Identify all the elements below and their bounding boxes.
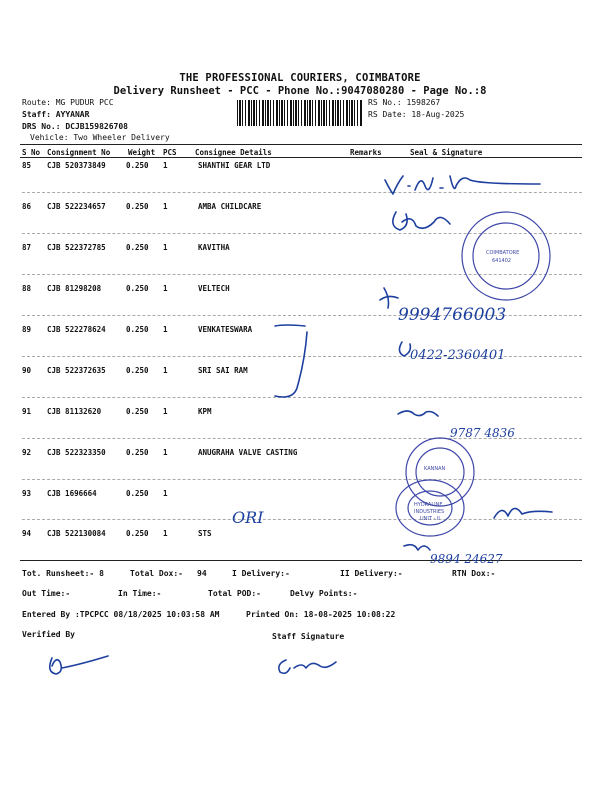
row-pcs: 1: [163, 489, 168, 498]
row-weight: 0.250: [126, 366, 149, 375]
handwritten-phone-94: 9894 24627: [430, 552, 503, 566]
row-weight: 0.250: [126, 448, 149, 457]
svg-text:HYDRALINE: HYDRALINE: [414, 502, 443, 508]
row-weight: 0.250: [126, 161, 149, 170]
rs-number: RS No.: 1598267: [368, 98, 441, 107]
handwritten-phone-92: 9787 4836: [450, 426, 515, 440]
staff-label: Staff: AYYANAR: [22, 110, 90, 119]
row-weight: 0.250: [126, 407, 149, 416]
row-sno: 86: [22, 202, 32, 211]
row-consignee: KPM: [198, 407, 212, 416]
signature-row94: [404, 545, 430, 550]
total-dox-label: Total Dox:-: [130, 569, 183, 578]
row-sno: 93: [22, 489, 32, 498]
in-time-label: In Time:-: [118, 589, 162, 598]
row-consignment: CJB 520373849: [47, 161, 106, 170]
col-remarks-header: Remarks: [350, 148, 382, 157]
stamp-group: [396, 212, 550, 536]
svg-text:641402: 641402: [492, 258, 512, 264]
row-consignee: STS: [198, 529, 212, 538]
row-weight: 0.250: [126, 489, 149, 498]
handwritten-phone-89: 0422-2360401: [410, 348, 506, 363]
total-pod-label: Total POD:-: [208, 589, 261, 598]
row-consignment: CJB 522130084: [47, 529, 106, 538]
row-consignee: SHANTHI GEAR LTD: [198, 161, 271, 170]
drs-number: DRS No.: DCJB159826708: [22, 122, 128, 131]
ii-delivery-label: II Delivery:-: [340, 569, 403, 578]
document-subtitle: Delivery Runsheet - PCC - Phone No.:9047080280 - Page No.:8: [113, 85, 487, 97]
row-consignment: CJB 522323350: [47, 448, 106, 457]
total-runsheet: Tot. Runsheet:- 8: [22, 569, 104, 578]
staff-signature-mark: [279, 660, 336, 673]
col-consignment-header: Consignment No: [47, 148, 111, 157]
i-delivery-label: I Delivery:-: [232, 569, 290, 578]
stamp-lettering: [414, 250, 519, 522]
out-time-label: Out Time:-: [22, 589, 71, 598]
row-weight: 0.250: [126, 284, 149, 293]
signature-row93: [494, 508, 552, 518]
row-sno: 92: [22, 448, 32, 457]
signature-row88: [380, 288, 398, 308]
row-consignment: CJB 81298208: [47, 284, 102, 293]
entered-by: Entered By :TPCPCC 08/18/2025 10:03:58 AM: [22, 610, 220, 619]
row-sno: 91: [22, 407, 32, 416]
row-pcs: 1: [163, 448, 168, 457]
total-dox-value: 94: [197, 569, 207, 578]
signature-row85: [385, 176, 540, 194]
rtn-dox-label: RTN Dox:-: [452, 569, 496, 578]
row-consignee: AMBA CHILDCARE: [198, 202, 262, 211]
row-consignment: CJB 522278624: [47, 325, 106, 334]
row-pcs: 1: [163, 407, 168, 416]
row-sno: 90: [22, 366, 32, 375]
row-weight: 0.250: [126, 529, 149, 538]
row-sno: 85: [22, 161, 32, 170]
row-weight: 0.250: [126, 202, 149, 211]
signature-row91: [398, 411, 438, 416]
row-pcs: 1: [163, 243, 168, 252]
row-weight: 0.250: [126, 325, 149, 334]
delivery-points-label: Delvy Points:-: [290, 589, 358, 598]
col-weight-header: Weight: [128, 148, 156, 157]
row-consignment: CJB 1696664: [47, 489, 97, 498]
row-pcs: 1: [163, 325, 168, 334]
document-title: THE PROFESSIONAL COURIERS, COIMBATORE: [179, 72, 421, 84]
row-consignee: VENKATESWARA: [198, 325, 253, 334]
svg-text:UNIT - II: UNIT - II: [420, 516, 440, 522]
route-label: Route: MG PUDUR PCC: [22, 98, 114, 107]
row-pcs: 1: [163, 366, 168, 375]
row-sno: 94: [22, 529, 32, 538]
row-consignee: VELTECH: [198, 284, 230, 293]
handwritten-ori: ORI: [232, 508, 264, 527]
row-consignment: CJB 81132620: [47, 407, 102, 416]
row-sno: 87: [22, 243, 32, 252]
printed-on: Printed On: 18-08-2025 10:08:22: [246, 610, 396, 619]
row-consignment: CJB 522372635: [47, 366, 106, 375]
col-consignee-header: Consignee Details: [195, 148, 272, 157]
handwritten-phone-88: 9994766003: [398, 305, 507, 325]
company-seal-stamp: [462, 212, 550, 300]
col-sno-header: S No: [22, 148, 41, 157]
row-consignee: ANUGRAHA VALVE CASTING: [198, 448, 298, 457]
tick-mark: [275, 332, 307, 397]
row-consignee: SRI SAI RAM: [198, 366, 248, 375]
vehicle-label: Vehicle: Two Wheeler Delivery: [30, 133, 170, 142]
col-seal-header: Seal & Signature: [410, 148, 483, 157]
rs-date: RS Date: 18-Aug-2025: [368, 110, 465, 119]
row-consignment: CJB 522234657: [47, 202, 106, 211]
row-pcs: 1: [163, 202, 168, 211]
hydraline-stamp: [396, 480, 464, 536]
row-pcs: 1: [163, 284, 168, 293]
row-sno: 88: [22, 284, 32, 293]
signature-row86: [393, 212, 450, 230]
row-consignment: CJB 522372785: [47, 243, 106, 252]
row-pcs: 1: [163, 161, 168, 170]
row-sno: 89: [22, 325, 32, 334]
svg-text:INDUSTRIES: INDUSTRIES: [414, 509, 445, 515]
row-pcs: 1: [163, 529, 168, 538]
row-consignee: KAVITHA: [198, 243, 230, 252]
signature-row89-mark: [399, 342, 410, 356]
row-weight: 0.250: [126, 243, 149, 252]
staff-signature-label: Staff Signature: [272, 632, 345, 641]
col-pcs-header: PCS: [163, 148, 177, 157]
verified-signature: [50, 656, 108, 674]
svg-text:COIMBATORE: COIMBATORE: [486, 250, 520, 256]
verified-by-label: Verified By: [22, 630, 75, 639]
signature-row89: [275, 325, 305, 326]
svg-text:KANNAN: KANNAN: [424, 466, 446, 472]
